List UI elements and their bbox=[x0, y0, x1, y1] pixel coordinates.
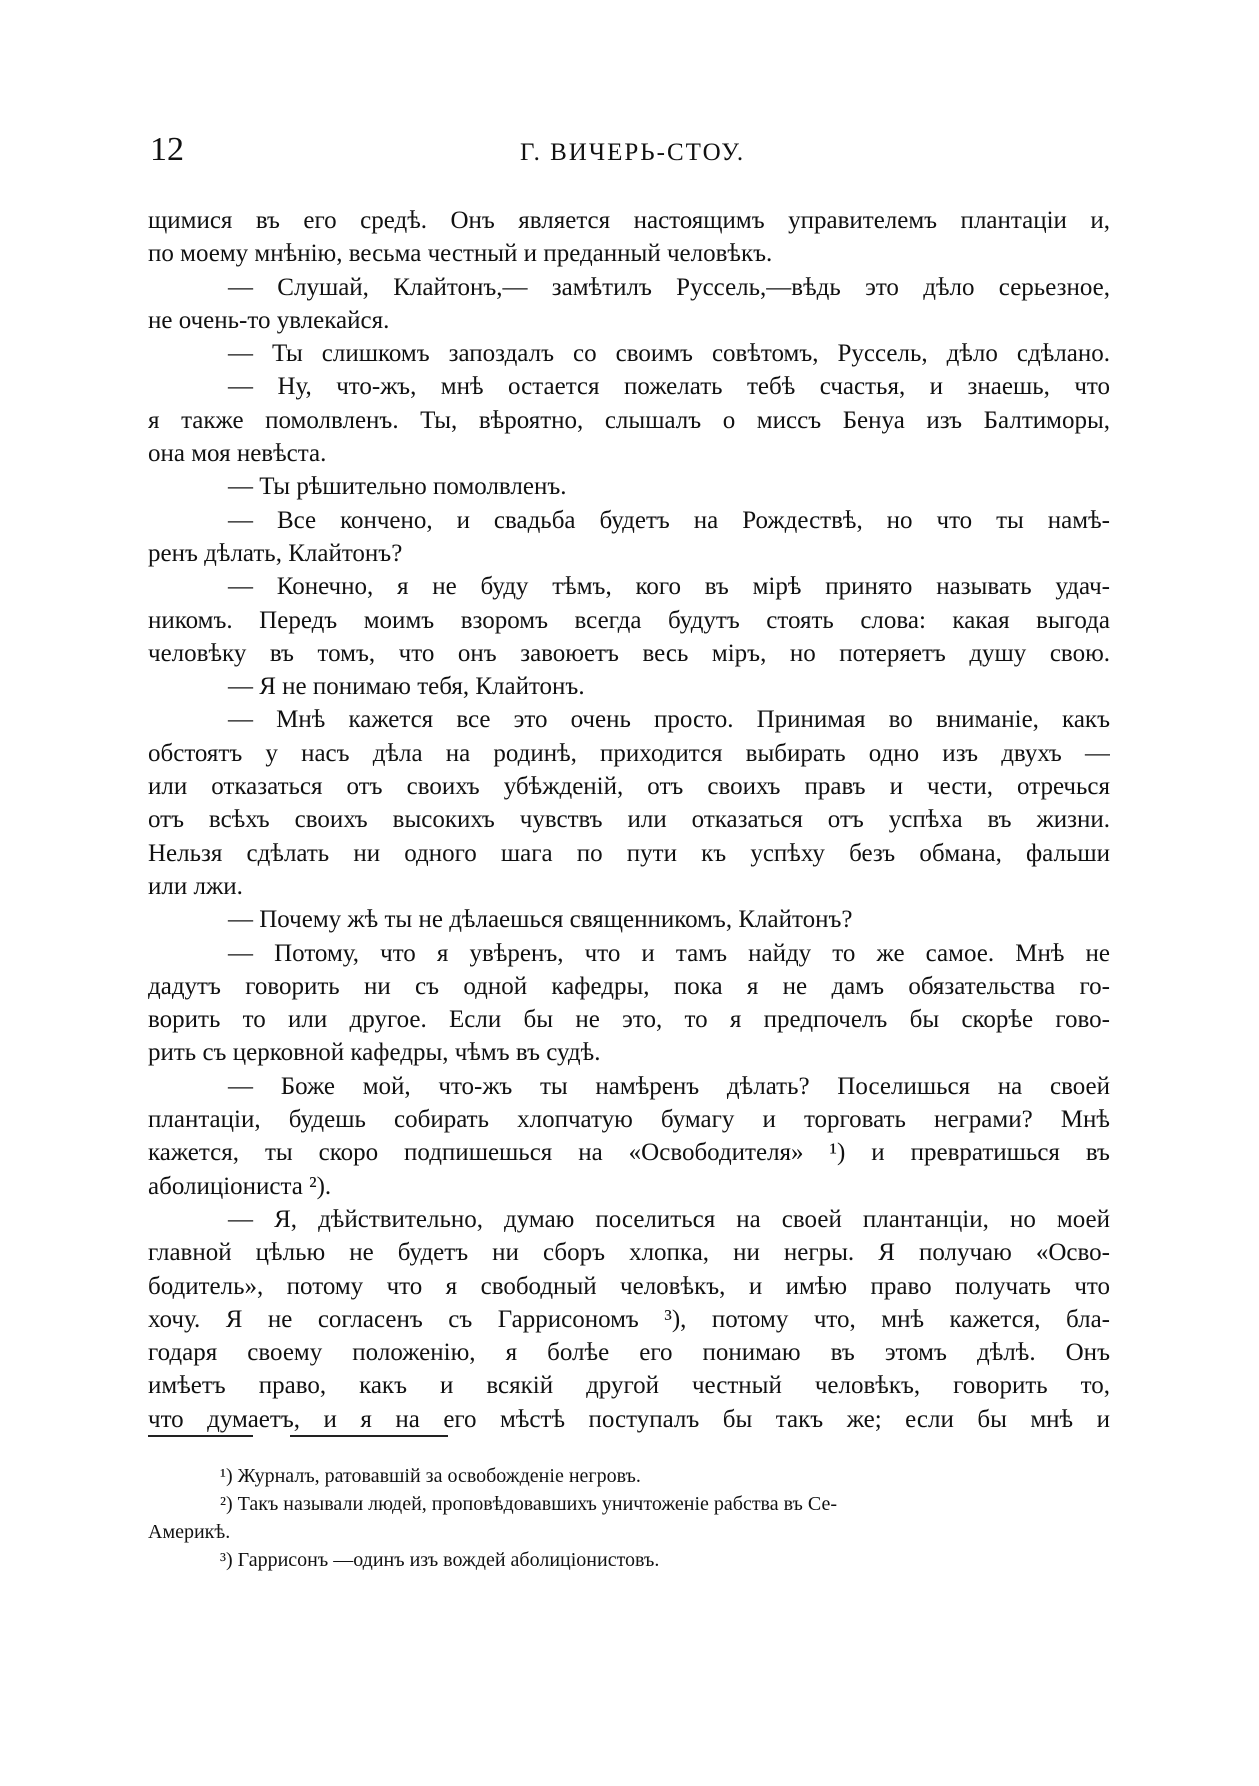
text-line: годаря своему положенію, я болѣе его понимаю въ этомъ дѣлѣ. Онъ bbox=[148, 1339, 1110, 1367]
text-line: — Ну, что-жъ, мнѣ остается пожелать тебѣ счастья, и знаешь, что bbox=[228, 373, 1110, 401]
text-line: — Ты рѣшительно помолвленъ. bbox=[228, 473, 567, 501]
text-line: — Ты слишкомъ запоздалъ со своимъ совѣтомъ, Руссель, дѣло сдѣлано. bbox=[228, 340, 1110, 368]
footnote-rule-right bbox=[290, 1435, 448, 1437]
text-line: не очень-то увлекайся. bbox=[148, 306, 390, 334]
text-line: или лжи. bbox=[148, 872, 243, 900]
text-line: по моему мнѣнію, весьма честный и преданный человѣкъ. bbox=[148, 240, 773, 268]
text-line: щимися въ его средѣ. Онъ является настоящимъ управителемъ плантаціи и, bbox=[148, 207, 1110, 234]
body-text bbox=[148, 204, 1110, 1436]
footnote: ²) Такъ называли людей, проповѣдовавшихъ уничтоженіе рабства въ Се- bbox=[220, 1493, 838, 1515]
text-line: кажется, ты скоро подпишешься на «Освободителя» ¹) и превратишься въ bbox=[148, 1139, 1110, 1167]
page-number: 12 bbox=[150, 131, 184, 168]
text-line: — Все кончено, и свадьба будетъ на Рождествѣ, но что ты намѣ- bbox=[228, 506, 1110, 534]
text-line: рить съ церковной кафедры, чѣмъ въ судѣ. bbox=[148, 1039, 601, 1067]
text-line: плантаціи, будешь собирать хлопчатую бумагу и торговать неграми? Мнѣ bbox=[148, 1106, 1110, 1134]
text-line: — Я не понимаю тебя, Клайтонъ. bbox=[228, 673, 585, 701]
text-line: она моя невѣста. bbox=[148, 440, 327, 468]
text-line: что думаетъ, и я на его мѣстѣ поступалъ бы такъ же; если бы мнѣ и bbox=[148, 1405, 1110, 1433]
text-line: я также помолвленъ. Ты, вѣроятно, слышалъ о миссъ Бенуа изъ Балтиморы, bbox=[148, 406, 1110, 434]
running-head: Г. ВИЧЕРЬ-СТОУ. bbox=[520, 139, 746, 166]
footnotes bbox=[148, 1462, 1048, 1574]
text-line: бодитель», потому что я свободный человѣкъ, и имѣю право получать что bbox=[148, 1272, 1110, 1300]
text-line: — Конечно, я не буду тѣмъ, кого въ мірѣ принято называть удач- bbox=[228, 573, 1110, 601]
footnote-rule-left bbox=[148, 1435, 253, 1437]
text-line: ренъ дѣлать, Клайтонъ? bbox=[148, 539, 403, 567]
text-line: — Почему жѣ ты не дѣлаешься священникомъ, Клайтонъ? bbox=[228, 906, 853, 934]
text-line: или отказаться отъ своихъ убѣжденій, отъ своихъ правъ и чести, отречься bbox=[148, 773, 1110, 801]
text-line: аболиціониста ²). bbox=[148, 1172, 332, 1200]
text-line: человѣку въ томъ, что онъ завоюетъ весь міръ, но потеряетъ душу свою. bbox=[148, 639, 1110, 667]
text-line: ворить то или другое. Если бы не это, то я предпочелъ бы скорѣе гово- bbox=[148, 1006, 1110, 1034]
text-line: главной цѣлью не будетъ ни сборъ хлопка, ни негры. Я получаю «Осво- bbox=[148, 1239, 1110, 1267]
footnote: ¹) Журналъ, ратовавшій за освобожденіе негровъ. bbox=[220, 1465, 641, 1487]
text-line: хочу. Я не согласенъ съ Гаррисономъ ³), потому что, мнѣ кажется, бла- bbox=[148, 1305, 1110, 1333]
text-line: имѣетъ право, какъ и всякій другой честный человѣкъ, говорить то, bbox=[148, 1372, 1110, 1400]
text-line: обстоятъ у насъ дѣла на родинѣ, приходится выбирать одно изъ двухъ — bbox=[148, 739, 1110, 767]
footnote: ³) Гаррисонъ —одинъ изъ вождей аболиціонистовъ. bbox=[220, 1549, 660, 1571]
footnote-continuation: Америкѣ. bbox=[148, 1521, 231, 1543]
text-line: дадутъ говорить ни съ одной кафедры, пока я не дамъ обязательства го- bbox=[148, 972, 1110, 1000]
text-line: отъ всѣхъ своихъ высокихъ чувствъ или отказаться отъ успѣха въ жизни. bbox=[148, 806, 1110, 834]
text-line: — Боже мой, что-жъ ты намѣренъ дѣлать? Поселишься на своей bbox=[228, 1072, 1110, 1100]
text-line: — Я, дѣйствительно, думаю поселиться на своей плантанціи, но моей bbox=[228, 1205, 1110, 1233]
text-line: — Мнѣ кажется все это очень просто. Принимая во вниманіе, какъ bbox=[228, 706, 1110, 734]
text-line: — Слушай, Клайтонъ,— замѣтилъ Руссель,—вѣдь это дѣло серьезное, bbox=[228, 273, 1110, 301]
text-line: — Потому, что я увѣренъ, что и тамъ найду то же самое. Мнѣ не bbox=[228, 939, 1110, 967]
text-line: никомъ. Передъ моимъ взоромъ всегда будутъ стоять слова: какая выгода bbox=[148, 606, 1110, 634]
text-line: Нельзя сдѣлать ни одного шага по пути къ успѣху безъ обмана, фальши bbox=[148, 839, 1110, 867]
